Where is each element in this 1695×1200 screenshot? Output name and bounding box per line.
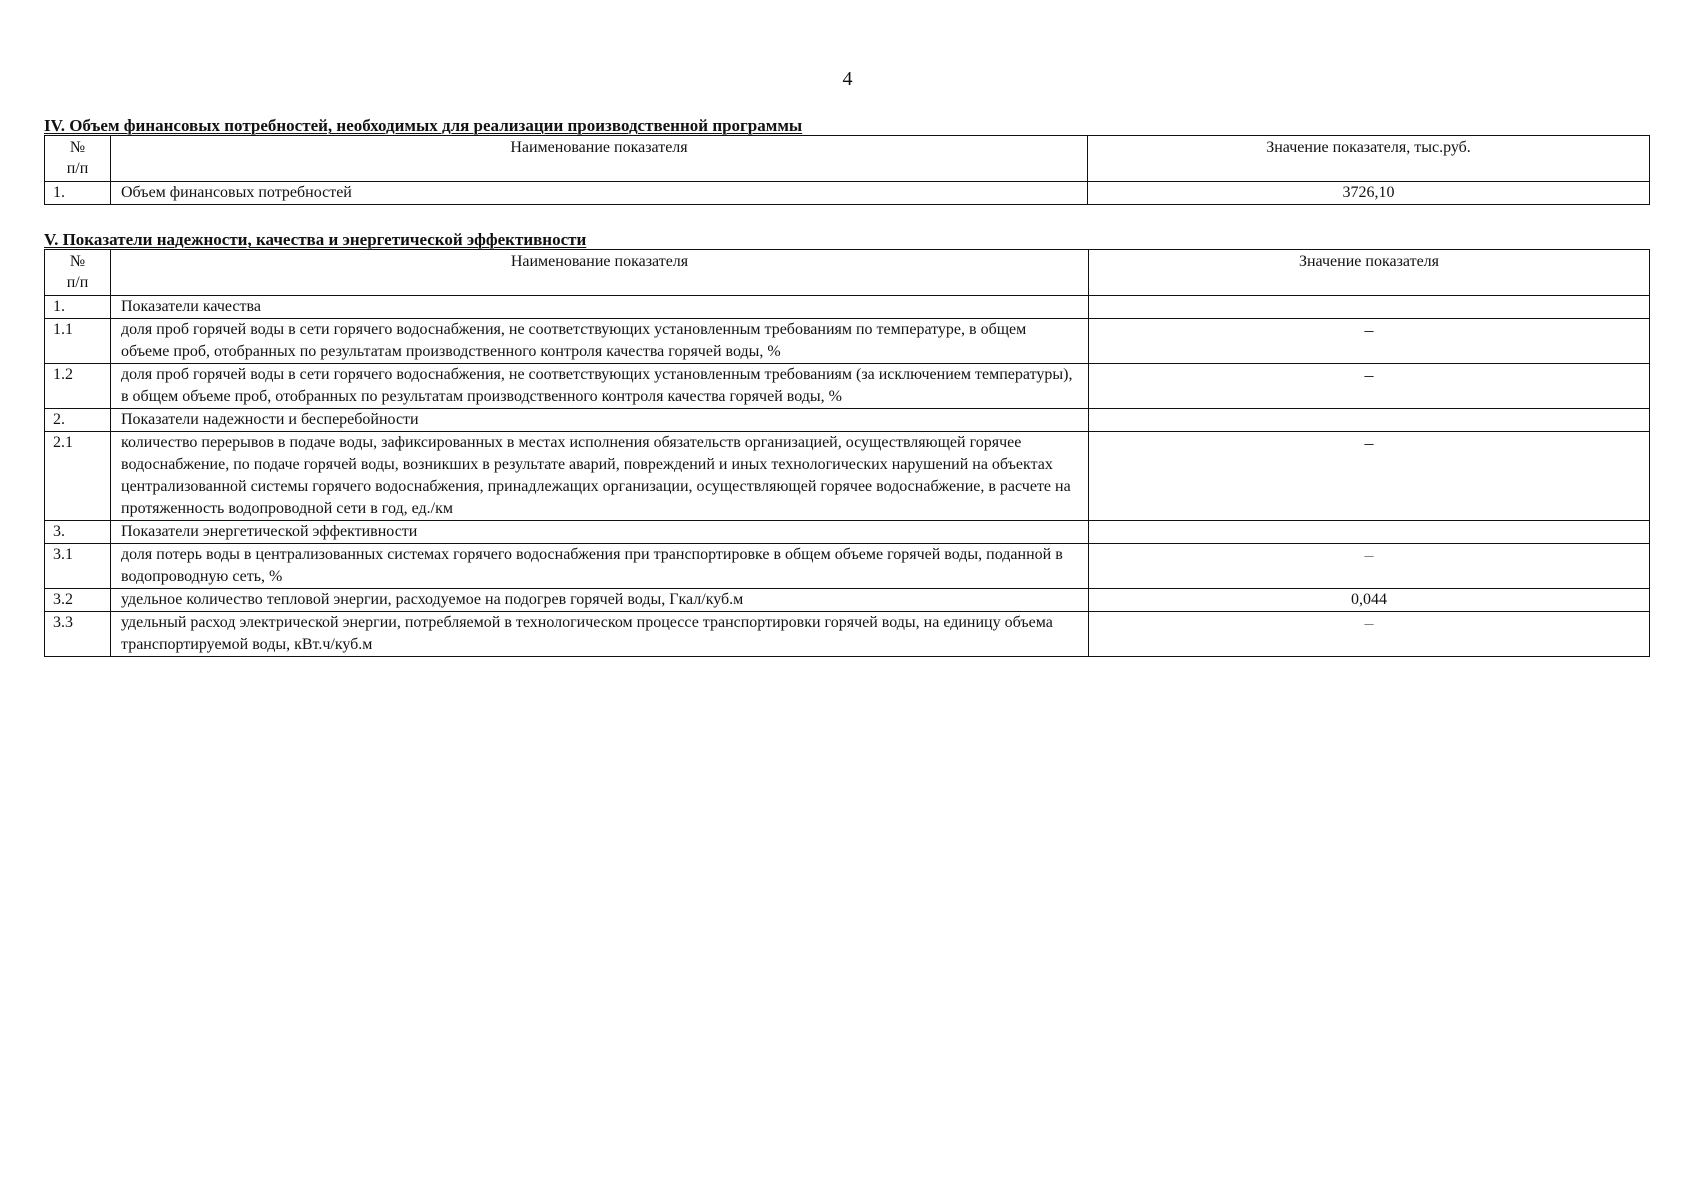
section-title-financial: IV. Объем финансовых потребностей, необходимых для реализации производственной программы	[44, 116, 803, 135]
table-row	[45, 364, 1650, 409]
row-name: Показатели энергетической эффективности	[111, 521, 1089, 544]
header-value: Значение показателя, тыс.руб.	[1088, 136, 1650, 182]
row-num: 2.	[45, 409, 111, 432]
row-value	[1089, 296, 1650, 319]
row-name: доля проб горячей воды в сети горячего водоснабжения, не соответствующих установленным требованиям по температуре, в общем объеме проб, отобранных по результатам производственного контроля качества горячей воды, %	[111, 319, 1089, 364]
reliability-indicators-table	[44, 249, 1650, 657]
header-num-line2: п/п	[66, 160, 89, 177]
row-name: Показатели качества	[111, 296, 1089, 319]
row-name: доля проб горячей воды в сети горячего водоснабжения, не соответствующих установленным требованиям (за исключением температуры), в общем объеме проб, отобранных по результатам производственного контроля качества горячей воды, %	[111, 364, 1089, 409]
row-value: –	[1089, 432, 1650, 521]
row-name: количество перерывов в подаче воды, зафиксированных в местах исполнения обязательств организацией, осуществляющей горячее водоснабжение, по подаче горячей воды, возникших в результате аварий, повреждений и иных технологических нарушений на объектах централизованной системы горячего водоснабжения, принадлежащих организации, осуществляющей горячее водоснабжение, в расчете на протяженность водопроводной сети в год, ед./км	[111, 432, 1089, 521]
section-reliability-indicators	[44, 231, 1649, 657]
row-num: 1.	[45, 296, 111, 319]
row-value: –	[1089, 544, 1650, 589]
row-name: удельный расход электрической энергии, потребляемой в технологическом процессе транспортировки горячей воды, на единицу объема транспортируемой воды, кВт.ч/куб.м	[111, 612, 1089, 657]
row-name: Показатели надежности и бесперебойности	[111, 409, 1089, 432]
row-num: 1.2	[45, 364, 111, 409]
table-header-row	[45, 250, 1650, 296]
table-header-row	[45, 136, 1650, 182]
table-row	[45, 544, 1650, 589]
financial-needs-table	[44, 135, 1650, 205]
row-value: 0,044	[1089, 589, 1650, 612]
header-num-line2: п/п	[66, 274, 89, 291]
table-row	[45, 612, 1650, 657]
row-num: 2.1	[45, 432, 111, 521]
row-name: Объем финансовых потребностей	[111, 182, 1088, 205]
row-num: 3.2	[45, 589, 111, 612]
table-row-group-energy	[45, 521, 1650, 544]
table-row-group-quality	[45, 296, 1650, 319]
header-name: Наименование показателя	[111, 136, 1088, 182]
row-num: 3.1	[45, 544, 111, 589]
row-name: удельное количество тепловой энергии, расходуемое на подогрев горячей воды, Гкал/куб.м	[111, 589, 1089, 612]
row-num: 3.	[45, 521, 111, 544]
row-value: –	[1089, 364, 1650, 409]
row-value	[1089, 521, 1650, 544]
table-row-group-reliability	[45, 409, 1650, 432]
table-row	[45, 319, 1650, 364]
row-num: 1.	[45, 182, 111, 205]
row-num: 1.1	[45, 319, 111, 364]
row-value: –	[1089, 612, 1650, 657]
row-num: 3.3	[45, 612, 111, 657]
row-value: –	[1089, 319, 1650, 364]
table-row	[45, 589, 1650, 612]
header-value: Значение показателя	[1089, 250, 1650, 296]
header-num	[45, 250, 111, 296]
table-row	[45, 182, 1650, 205]
row-name: доля потерь воды в централизованных системах горячего водоснабжения при транспортировке в общем объеме горячей воды, поданной в водопроводную сеть, %	[111, 544, 1089, 589]
header-name: Наименование показателя	[111, 250, 1089, 296]
section-title-reliability: V. Показатели надежности, качества и энергетической эффективности	[44, 230, 587, 249]
page-number: 4	[842, 68, 853, 90]
header-num	[45, 136, 111, 182]
header-num-line1: №	[69, 139, 86, 156]
row-value: 3726,10	[1088, 182, 1650, 205]
table-row	[45, 432, 1650, 521]
section-financial-needs	[44, 117, 1649, 205]
header-num-line1: №	[69, 253, 86, 270]
row-value	[1089, 409, 1650, 432]
